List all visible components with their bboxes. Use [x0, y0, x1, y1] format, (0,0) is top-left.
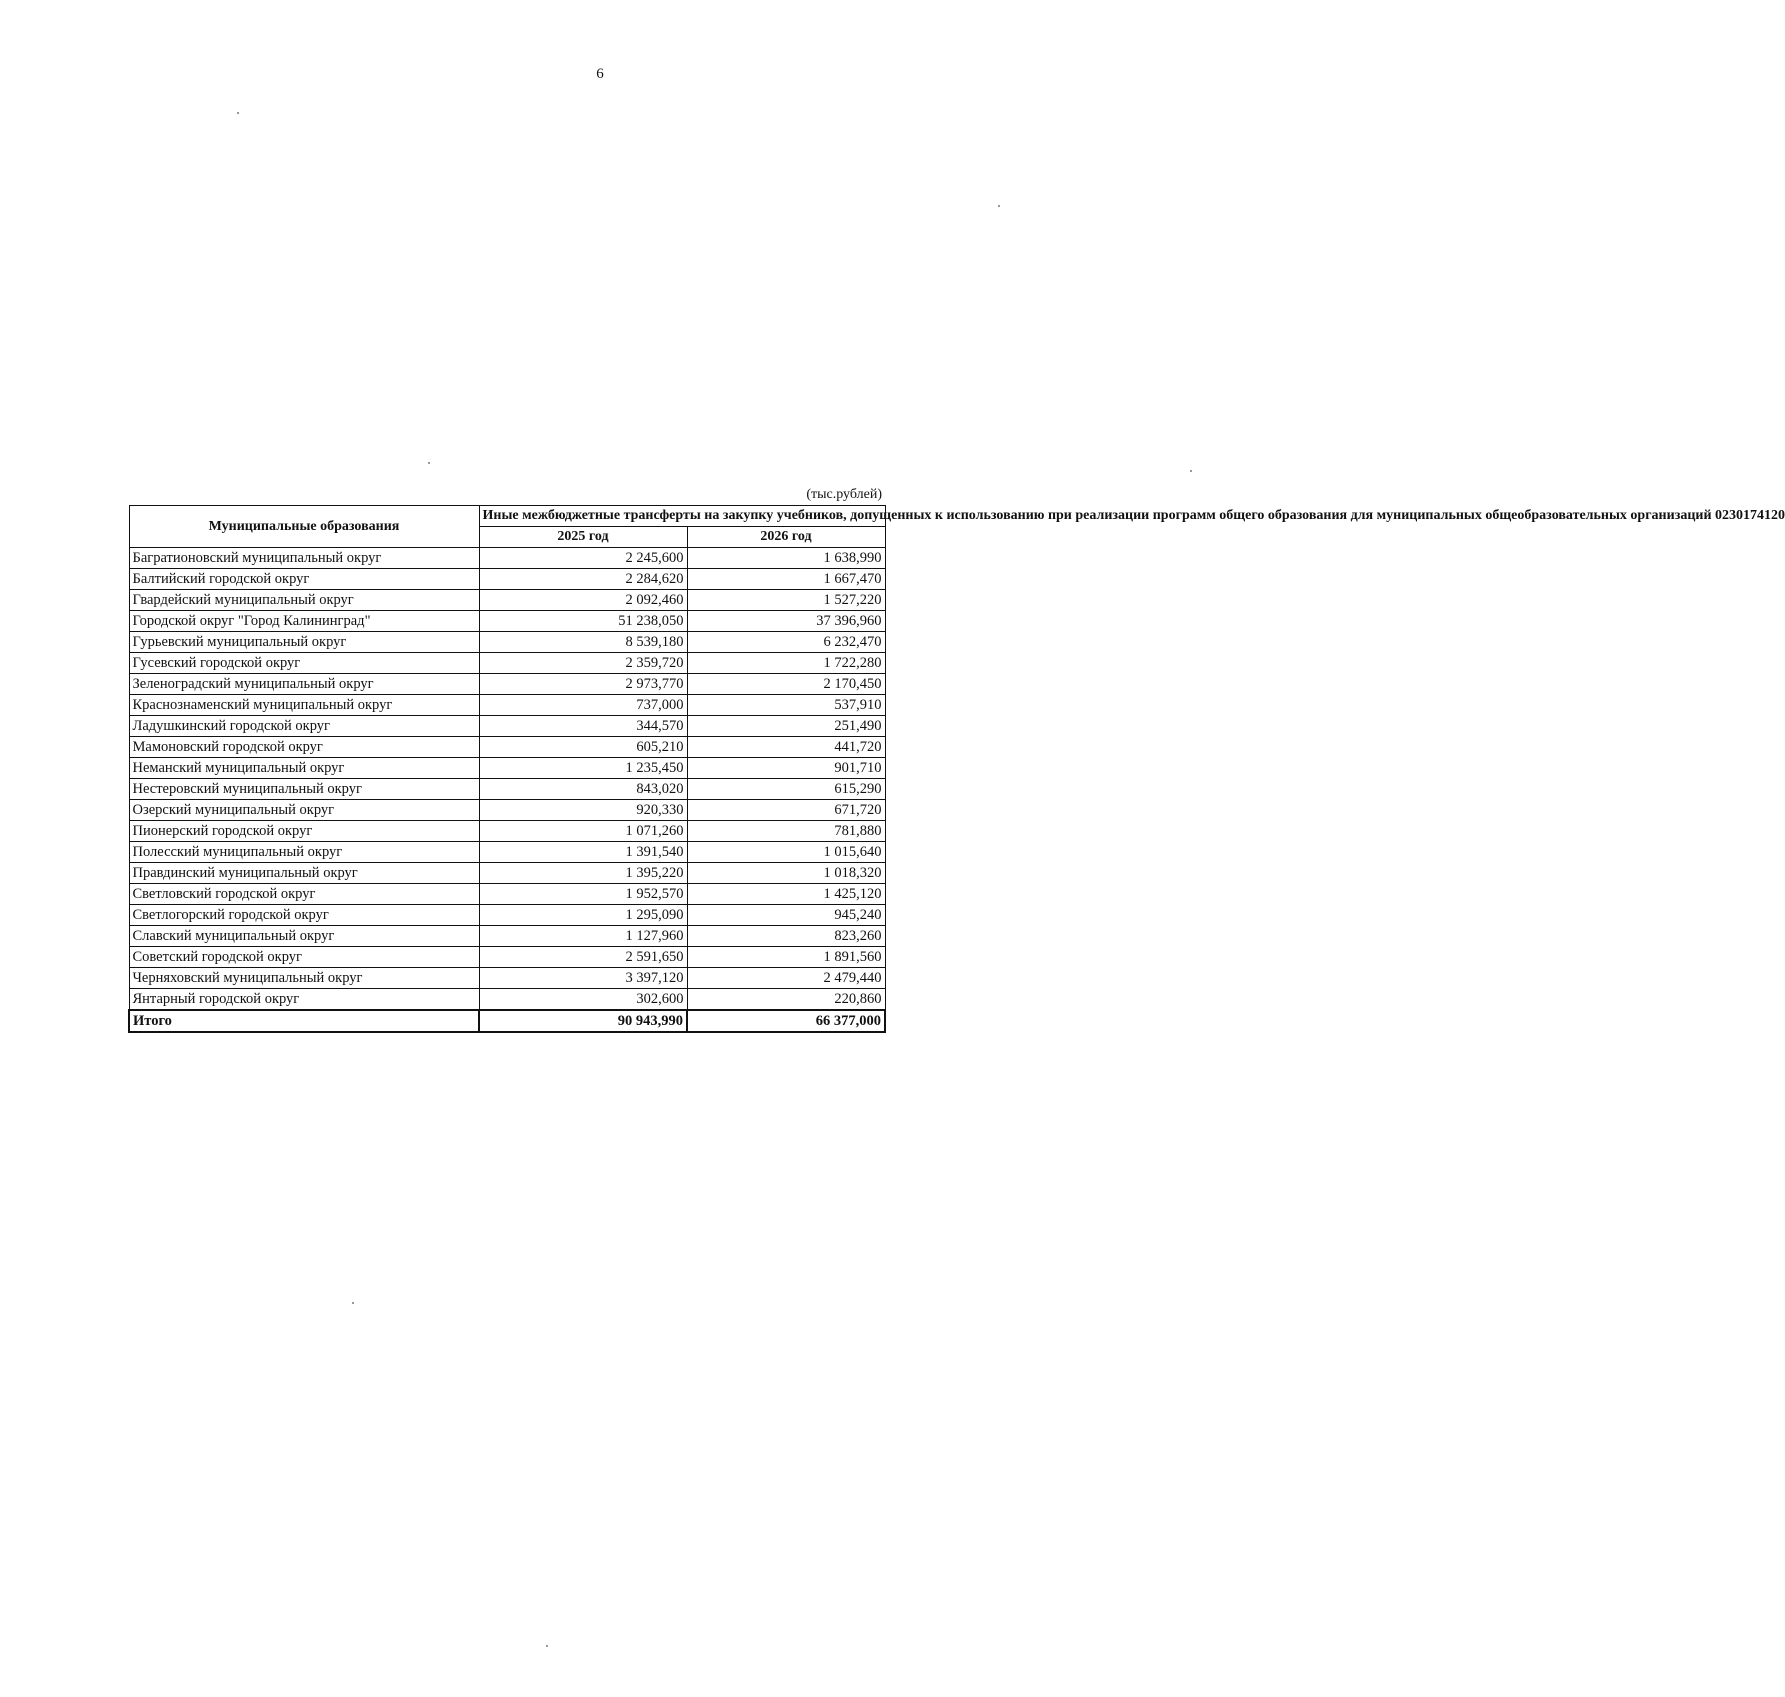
municipality-name: Балтийский городской округ — [129, 569, 479, 590]
value-2025: 2 973,770 — [479, 674, 687, 695]
municipality-name: Ладушкинский городской округ — [129, 716, 479, 737]
value-2025: 2 092,460 — [479, 590, 687, 611]
scan-speck — [998, 205, 1000, 207]
table-row — [129, 800, 885, 821]
table-row — [129, 653, 885, 674]
table-row — [129, 674, 885, 695]
value-2025: 920,330 — [479, 800, 687, 821]
table-row — [129, 842, 885, 863]
municipality-name: Городской округ "Город Калининград" — [129, 611, 479, 632]
value-2026: 1 015,640 — [687, 842, 885, 863]
municipality-name: Зеленоградский муниципальный округ — [129, 674, 479, 695]
value-2026: 1 722,280 — [687, 653, 885, 674]
value-2026: 2 170,450 — [687, 674, 885, 695]
municipality-name: Мамоновский городской округ — [129, 737, 479, 758]
municipality-name: Пионерский городской округ — [129, 821, 479, 842]
scan-speck — [546, 1645, 548, 1647]
municipality-name: Светлогорский городской округ — [129, 905, 479, 926]
table-row — [129, 968, 885, 989]
total-2025: 90 943,990 — [479, 1010, 687, 1032]
value-2026: 1 018,320 — [687, 863, 885, 884]
total-2026: 66 377,000 — [687, 1010, 885, 1032]
total-row — [129, 1010, 885, 1032]
table-row — [129, 758, 885, 779]
table-body — [129, 548, 885, 1033]
value-2025: 1 395,220 — [479, 863, 687, 884]
scan-speck — [352, 1302, 354, 1304]
value-2026: 441,720 — [687, 737, 885, 758]
table-row — [129, 611, 885, 632]
value-2026: 1 667,470 — [687, 569, 885, 590]
header-municipalities: Муниципальные образования — [129, 506, 479, 548]
value-2025: 302,600 — [479, 989, 687, 1011]
value-2026: 537,910 — [687, 695, 885, 716]
value-2026: 1 425,120 — [687, 884, 885, 905]
table-row — [129, 737, 885, 758]
municipality-name: Правдинский муниципальный округ — [129, 863, 479, 884]
municipality-name: Светловский городской округ — [129, 884, 479, 905]
municipality-name: Янтарный городской округ — [129, 989, 479, 1011]
municipality-name: Гурьевский муниципальный округ — [129, 632, 479, 653]
municipality-name: Нестеровский муниципальный округ — [129, 779, 479, 800]
table-row — [129, 695, 885, 716]
value-2025: 1 391,540 — [479, 842, 687, 863]
value-2025: 1 952,570 — [479, 884, 687, 905]
municipality-name: Полесский муниципальный округ — [129, 842, 479, 863]
value-2025: 8 539,180 — [479, 632, 687, 653]
value-2025: 2 359,720 — [479, 653, 687, 674]
header-year-2025: 2025 год — [479, 527, 687, 548]
table-row — [129, 590, 885, 611]
value-2026: 220,860 — [687, 989, 885, 1011]
value-2026: 781,880 — [687, 821, 885, 842]
total-label: Итого — [129, 1010, 479, 1032]
value-2025: 2 591,650 — [479, 947, 687, 968]
value-2025: 2 245,600 — [479, 548, 687, 569]
value-2025: 2 284,620 — [479, 569, 687, 590]
table-row — [129, 632, 885, 653]
municipality-name: Славский муниципальный округ — [129, 926, 479, 947]
value-2026: 6 232,470 — [687, 632, 885, 653]
units-label: (тыс.рублей) — [806, 487, 882, 502]
table-row — [129, 779, 885, 800]
municipality-name: Неманский муниципальный округ — [129, 758, 479, 779]
value-2025: 3 397,120 — [479, 968, 687, 989]
header-transfers: Иные межбюджетные трансферты на закупку учебников, допущенных к использованию при реализации программ общего образования для муниципальных общеобразовательных организаций 0230174120 — [479, 506, 885, 527]
scan-speck — [1190, 470, 1192, 472]
table-row — [129, 863, 885, 884]
scan-speck — [237, 112, 239, 114]
municipality-name: Краснознаменский муниципальный округ — [129, 695, 479, 716]
header-year-2026: 2026 год — [687, 527, 885, 548]
value-2026: 901,710 — [687, 758, 885, 779]
municipality-name: Советский городской округ — [129, 947, 479, 968]
page-number: 6 — [596, 66, 604, 82]
value-2025: 843,020 — [479, 779, 687, 800]
value-2026: 1 527,220 — [687, 590, 885, 611]
table-row — [129, 548, 885, 569]
value-2025: 737,000 — [479, 695, 687, 716]
table-row — [129, 905, 885, 926]
scan-speck — [428, 462, 430, 464]
municipality-name: Гвардейский муниципальный округ — [129, 590, 479, 611]
value-2025: 1 235,450 — [479, 758, 687, 779]
value-2026: 251,490 — [687, 716, 885, 737]
table-row — [129, 569, 885, 590]
municipality-name: Черняховский муниципальный округ — [129, 968, 479, 989]
transfers-table — [128, 505, 1785, 1033]
value-2025: 1 071,260 — [479, 821, 687, 842]
value-2026: 945,240 — [687, 905, 885, 926]
table-row — [129, 989, 885, 1011]
table-row — [129, 926, 885, 947]
value-2025: 344,570 — [479, 716, 687, 737]
value-2026: 37 396,960 — [687, 611, 885, 632]
value-2026: 671,720 — [687, 800, 885, 821]
value-2026: 1 638,990 — [687, 548, 885, 569]
value-2025: 1 295,090 — [479, 905, 687, 926]
value-2026: 2 479,440 — [687, 968, 885, 989]
table-row — [129, 716, 885, 737]
value-2026: 823,260 — [687, 926, 885, 947]
table-row — [129, 821, 885, 842]
table-row — [129, 947, 885, 968]
municipality-name: Гусевский городской округ — [129, 653, 479, 674]
value-2025: 51 238,050 — [479, 611, 687, 632]
value-2025: 1 127,960 — [479, 926, 687, 947]
value-2026: 615,290 — [687, 779, 885, 800]
municipality-name: Озерский муниципальный округ — [129, 800, 479, 821]
value-2025: 605,210 — [479, 737, 687, 758]
value-2026: 1 891,560 — [687, 947, 885, 968]
municipality-name: Багратионовский муниципальный округ — [129, 548, 479, 569]
table-row — [129, 884, 885, 905]
